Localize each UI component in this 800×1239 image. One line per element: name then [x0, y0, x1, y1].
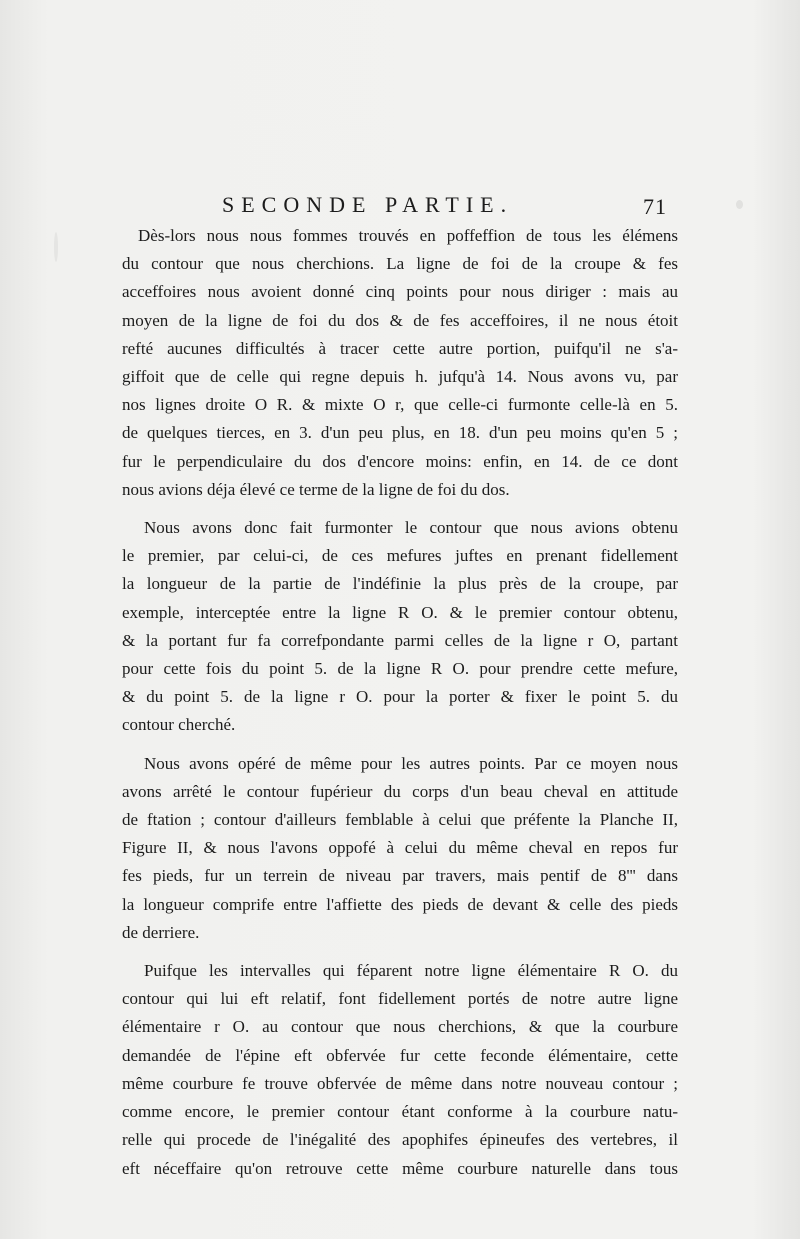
text-line: comme encore, le premier contour étant conforme à la courbure natu- [122, 1102, 678, 1122]
body-text [122, 222, 678, 1193]
text-line: élémentaire r O. au contour que nous cherchions, & que la courbure [122, 1017, 678, 1037]
text-line: exemple, interceptée entre la ligne R O. & le premier contour obtenu, [122, 602, 678, 622]
text-line: fur le perpendiculaire du dos d'encore moins: enfin, en 14. de ce dont [122, 451, 678, 471]
text-line: relle qui procede de l'inégalité des apophifes épineufes des vertebres, il [122, 1130, 678, 1150]
text-line: contour cherché. [122, 715, 236, 735]
text-line: Nous avons donc fait furmonter le contour que nous avions obtenu [144, 518, 678, 538]
text-line: eft néceffaire qu'on retrouve cette même courbure naturelle dans tous [122, 1158, 678, 1178]
text-line: pour cette fois du point 5. de la ligne R O. pour prendre cette mefure, [122, 659, 678, 679]
text-line: refté aucunes difficultés à tracer cette autre portion, puifqu'il ne s'a- [122, 338, 678, 358]
text-line: & la portant fur fa correfpondante parmi celles de la ligne r O, partant [122, 630, 678, 650]
text-line: de ftation ; contour d'ailleurs femblable à celui que préfente la Planche II, [122, 810, 678, 830]
margin-mark [54, 232, 58, 262]
paragraph-2 [122, 514, 678, 740]
text-line: nous avions déja élevé ce terme de la ligne de foi du dos. [122, 479, 510, 499]
paragraph-4 [122, 957, 678, 1183]
text-line: Puifque les intervalles qui féparent notre ligne élémentaire R O. du [144, 961, 678, 981]
text-line: acceffoires nous avoient donné cinq points pour nous diriger : mais au [122, 282, 678, 302]
text-line: demandée de l'épine eft obfervée fur cette feconde élémentaire, cette [122, 1045, 678, 1065]
text-line: la longueur comprife entre l'affiette des pieds de devant & celle des pieds [122, 894, 678, 914]
text-line: même courbure fe trouve obfervée de même dans notre nouveau contour ; [122, 1073, 678, 1093]
text-line: contour qui lui eft relatif, font fidellement portés de notre autre ligne [122, 989, 678, 1009]
text-line: & du point 5. de la ligne r O. pour la porter & fixer le point 5. du [122, 687, 678, 707]
text-line: giffoit que de celle qui regne depuis h. jufqu'à 14. Nous avons vu, par [122, 367, 678, 387]
text-line: la longueur de la partie de l'indéfinie la plus près de la croupe, par [122, 574, 678, 594]
text-line: du contour que nous cherchions. La ligne de foi de la croupe & fes [122, 254, 678, 274]
text-line: de quelques tierces, en 3. d'un peu plus, en 18. d'un peu moins qu'en 5 ; [122, 423, 678, 443]
running-title: SECONDE PARTIE. [222, 192, 514, 217]
paragraph-3 [122, 750, 678, 947]
text-line: Dès-lors nous nous fommes trouvés en poffeffion de tous les élémens [138, 226, 678, 245]
text-line: le premier, par celui-ci, de ces mefures juftes en prenant fidellement [122, 546, 678, 566]
text-line: moyen de la ligne de foi du dos & de fes acceffoires, il ne nous étoit [122, 310, 678, 330]
text-line: Figure II, & nous l'avons oppofé à celui du même cheval en repos fur [122, 838, 678, 858]
text-line: Nous avons opéré de même pour les autres points. Par ce moyen nous [144, 753, 678, 773]
page-number: 71 [643, 194, 667, 219]
text-line: avons arrêté le contour fupérieur du corps d'un beau cheval en attitude [122, 781, 678, 801]
text-line: nos lignes droite O R. & mixte O r, que celle-ci furmonte celle-là en 5. [122, 395, 678, 415]
text-line: fes pieds, fur un terrein de niveau par travers, mais pentif de 8''' dans [122, 866, 678, 886]
text-line: de derriere. [122, 922, 200, 942]
page-header [0, 192, 800, 226]
paragraph-1 [122, 222, 678, 504]
